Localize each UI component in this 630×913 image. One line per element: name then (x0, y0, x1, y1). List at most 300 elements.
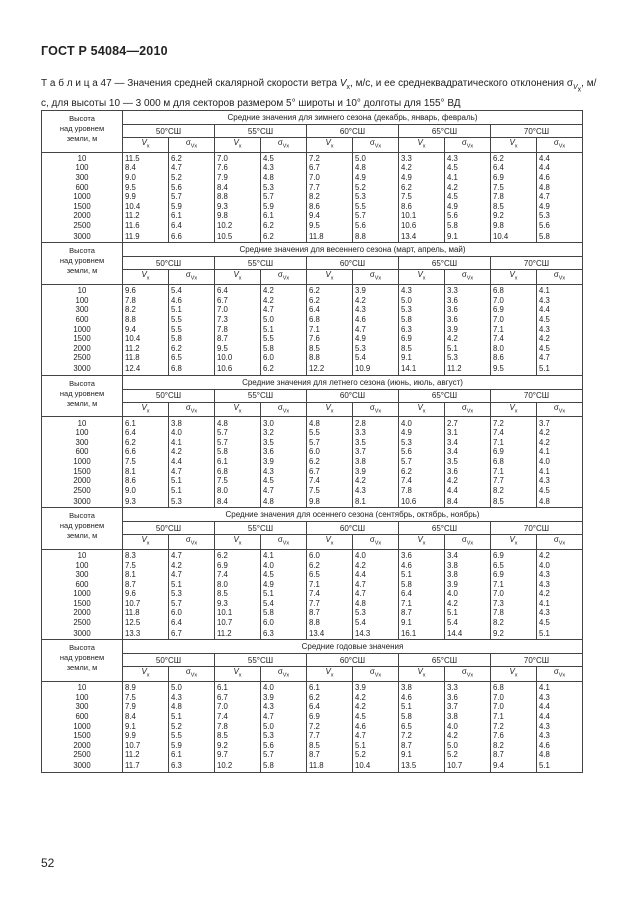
v-symbol-header: $V_x$ (123, 138, 169, 153)
v-value-cell: 8.7 (215, 334, 261, 344)
v-symbol-header: $V_x$ (215, 535, 261, 550)
v-value-cell: 13.4 (307, 627, 353, 640)
zone-header: 50°СШ (123, 522, 215, 535)
zone-header: 70°СШ (491, 522, 583, 535)
sigma-value-cell: 5.9 (169, 741, 215, 751)
sigma-value-cell: 4.0 (537, 457, 583, 467)
zone-header: 55°СШ (215, 654, 307, 667)
v-value-cell: 6.4 (491, 163, 537, 173)
sigma-value-cell: 3.5 (261, 437, 307, 447)
v-symbol-header: $V_x$ (491, 402, 537, 417)
v-value-cell: 8.2 (491, 485, 537, 495)
sigma-value-cell: 5.5 (261, 334, 307, 344)
table-row (42, 447, 583, 457)
sigma-value-cell: 4.5 (261, 570, 307, 580)
sigma-symbol-header: $\sigma_{Vx}$ (169, 667, 215, 682)
v-symbol-header: $V_x$ (491, 138, 537, 153)
sigma-value-cell: 4.3 (537, 608, 583, 618)
v-value-cell: 6.5 (307, 570, 353, 580)
height-header-line: земли, м (66, 266, 98, 276)
sigma-value-cell: 4.2 (445, 334, 491, 344)
table-row (42, 721, 583, 731)
v-value-cell: 7.8 (215, 721, 261, 731)
v-value-cell: 7.0 (307, 173, 353, 183)
sigma-value-cell: 4.8 (353, 163, 399, 173)
sigma-value-cell: 6.2 (261, 363, 307, 376)
sigma-value-cell: 4.7 (261, 485, 307, 495)
sigma-value-cell: 5.6 (169, 182, 215, 192)
table-row (42, 485, 583, 495)
v-value-cell: 11.2 (123, 344, 169, 354)
caption-text-2: , м/с, и ее среднеквадратического отклонения (350, 78, 567, 89)
sigma-value-cell: 5.5 (169, 731, 215, 741)
sigma-value-cell: 4.9 (261, 579, 307, 589)
v-value-cell: 6.2 (307, 560, 353, 570)
sigma-value-cell: 4.1 (445, 173, 491, 183)
height-cell: 3000 (42, 230, 123, 243)
height-cell: 600 (42, 447, 123, 457)
sigma-value-cell: 4.7 (169, 570, 215, 580)
v-symbol-header: $V_x$ (307, 535, 353, 550)
v-value-cell: 14.1 (399, 363, 445, 376)
table-row (42, 560, 583, 570)
v-value-cell: 9.6 (123, 284, 169, 295)
height-cell: 1500 (42, 202, 123, 212)
height-cell: 1000 (42, 192, 123, 202)
v-value-cell: 10.6 (399, 495, 445, 508)
zone-header-row (42, 522, 583, 535)
sigma-symbol-header: $\sigma_{Vx}$ (353, 138, 399, 153)
sigma-value-cell: 6.2 (169, 344, 215, 354)
sigma-value-cell: 4.2 (261, 284, 307, 295)
sigma-value-cell: 4.7 (261, 712, 307, 722)
v-value-cell: 6.3 (399, 324, 445, 334)
v-value-cell: 9.4 (307, 211, 353, 221)
sigma-value-cell: 5.7 (169, 192, 215, 202)
v-value-cell: 7.1 (307, 579, 353, 589)
section-title-row (42, 508, 583, 522)
v-value-cell: 6.7 (215, 693, 261, 703)
sigma-value-cell: 4.6 (353, 315, 399, 325)
height-cell: 300 (42, 570, 123, 580)
v-value-cell: 11.9 (123, 230, 169, 243)
v-value-cell: 6.9 (491, 549, 537, 560)
v-value-cell: 11.8 (307, 760, 353, 773)
table-row (42, 627, 583, 640)
height-cell: 2500 (42, 618, 123, 628)
caption-v-symbol: V (339, 78, 347, 89)
height-cell: 10 (42, 152, 123, 163)
v-value-cell: 8.4 (215, 182, 261, 192)
v-value-cell: 6.5 (491, 560, 537, 570)
sigma-value-cell: 5.3 (445, 353, 491, 363)
sigma-value-cell: 4.2 (537, 428, 583, 438)
sigma-value-cell: 5.1 (169, 712, 215, 722)
v-value-cell: 6.7 (307, 163, 353, 173)
v-value-cell: 6.9 (307, 712, 353, 722)
sigma-value-cell: 5.0 (169, 681, 215, 692)
v-value-cell: 12.2 (307, 363, 353, 376)
sigma-symbol-header: $\sigma_{Vx}$ (537, 667, 583, 682)
sigma-value-cell: 4.5 (261, 152, 307, 163)
v-value-cell: 6.1 (123, 417, 169, 428)
v-value-cell: 7.4 (399, 476, 445, 486)
sigma-value-cell: 5.1 (445, 344, 491, 354)
v-value-cell: 7.0 (215, 152, 261, 163)
sigma-symbol-header: $\sigma_{Vx}$ (445, 667, 491, 682)
v-value-cell: 13.4 (399, 230, 445, 243)
height-cell: 3000 (42, 627, 123, 640)
sigma-value-cell: 4.5 (261, 476, 307, 486)
sigma-value-cell: 4.3 (169, 693, 215, 703)
wind-table-container (41, 110, 582, 773)
v-value-cell: 7.7 (307, 731, 353, 741)
sigma-value-cell: 5.8 (537, 230, 583, 243)
sigma-value-cell: 4.7 (169, 549, 215, 560)
sigma-value-cell: 10.9 (353, 363, 399, 376)
height-cell: 1000 (42, 721, 123, 731)
sigma-value-cell: 5.3 (353, 344, 399, 354)
v-value-cell: 5.8 (399, 579, 445, 589)
v-symbol-header: $V_x$ (307, 402, 353, 417)
table-row (42, 693, 583, 703)
zone-header: 55°СШ (215, 125, 307, 138)
sigma-value-cell: 4.4 (445, 485, 491, 495)
caption-text-1: — Значения средней скалярной скорости ветра (111, 78, 340, 89)
sigma-value-cell: 4.3 (537, 579, 583, 589)
v-value-cell: 9.3 (123, 495, 169, 508)
v-value-cell: 8.7 (399, 741, 445, 751)
table-row (42, 599, 583, 609)
table-row (42, 417, 583, 428)
sigma-value-cell: 3.6 (445, 315, 491, 325)
v-value-cell: 8.3 (123, 549, 169, 560)
sigma-value-cell: 4.8 (537, 495, 583, 508)
height-cell: 2500 (42, 750, 123, 760)
v-value-cell: 9.8 (307, 495, 353, 508)
v-value-cell: 11.2 (123, 211, 169, 221)
sigma-value-cell: 8.1 (353, 495, 399, 508)
sigma-value-cell: 4.2 (445, 476, 491, 486)
sigma-value-cell: 6.1 (169, 750, 215, 760)
v-symbol-header: $V_x$ (123, 402, 169, 417)
v-value-cell: 5.1 (399, 702, 445, 712)
sigma-value-cell: 4.7 (169, 163, 215, 173)
v-value-cell: 9.1 (399, 353, 445, 363)
sigma-value-cell: 4.3 (537, 731, 583, 741)
sigma-value-cell: 3.9 (353, 681, 399, 692)
sigma-value-cell: 4.2 (169, 447, 215, 457)
v-value-cell: 11.8 (307, 230, 353, 243)
v-value-cell: 7.1 (491, 466, 537, 476)
sigma-value-cell: 4.4 (537, 702, 583, 712)
zone-header: 55°СШ (215, 389, 307, 402)
v-value-cell: 8.5 (215, 731, 261, 741)
height-header-cell (42, 640, 123, 682)
v-value-cell: 7.8 (215, 324, 261, 334)
sigma-value-cell: 4.2 (353, 296, 399, 306)
v-value-cell: 6.7 (215, 296, 261, 306)
sigma-value-cell: 4.5 (537, 315, 583, 325)
zone-header: 50°СШ (123, 125, 215, 138)
height-cell: 10 (42, 681, 123, 692)
sigma-value-cell: 4.5 (537, 618, 583, 628)
sigma-value-cell: 10.4 (353, 760, 399, 773)
table-row (42, 363, 583, 376)
v-value-cell: 8.5 (491, 495, 537, 508)
height-header-line: над уровнем (59, 653, 105, 663)
v-value-cell: 8.4 (123, 712, 169, 722)
v-value-cell: 7.5 (123, 457, 169, 467)
sigma-value-cell: 5.5 (169, 324, 215, 334)
sigma-value-cell: 2.8 (353, 417, 399, 428)
zone-header: 60°СШ (307, 257, 399, 270)
sigma-value-cell: 5.8 (261, 608, 307, 618)
zone-header: 50°СШ (123, 654, 215, 667)
v-value-cell: 8.9 (123, 681, 169, 692)
v-value-cell: 8.5 (307, 741, 353, 751)
sigma-value-cell: 3.5 (353, 437, 399, 447)
height-header-cell (42, 375, 123, 417)
height-cell: 2000 (42, 476, 123, 486)
height-cell: 300 (42, 305, 123, 315)
height-cell: 3000 (42, 760, 123, 773)
sigma-value-cell: 5.0 (261, 721, 307, 731)
v-value-cell: 8.2 (123, 305, 169, 315)
sigma-value-cell: 4.5 (537, 344, 583, 354)
symbol-header-row (42, 402, 583, 417)
v-value-cell: 7.5 (491, 182, 537, 192)
sigma-value-cell: 6.2 (169, 152, 215, 163)
zone-header-row (42, 125, 583, 138)
sigma-value-cell: 6.0 (261, 618, 307, 628)
section-title-row (42, 111, 583, 125)
v-value-cell: 7.5 (307, 485, 353, 495)
v-value-cell: 3.3 (399, 152, 445, 163)
sigma-value-cell: 3.4 (445, 437, 491, 447)
sigma-value-cell: 5.8 (261, 344, 307, 354)
height-cell: 2500 (42, 221, 123, 231)
sigma-value-cell: 5.1 (169, 305, 215, 315)
height-cell: 1500 (42, 334, 123, 344)
v-value-cell: 7.0 (491, 693, 537, 703)
v-value-cell: 8.2 (491, 741, 537, 751)
table-row (42, 437, 583, 447)
sigma-value-cell: 3.9 (261, 457, 307, 467)
section-title-row (42, 243, 583, 257)
v-value-cell: 8.6 (399, 202, 445, 212)
v-value-cell: 5.8 (399, 712, 445, 722)
table-row (42, 344, 583, 354)
sigma-value-cell: 5.0 (353, 152, 399, 163)
sigma-value-cell: 5.8 (261, 760, 307, 773)
sigma-value-cell: 4.0 (353, 549, 399, 560)
sigma-value-cell: 4.9 (353, 334, 399, 344)
sigma-value-cell: 3.8 (445, 560, 491, 570)
table-caption (41, 77, 597, 111)
sigma-value-cell: 4.3 (537, 324, 583, 334)
sigma-value-cell: 4.9 (445, 202, 491, 212)
height-cell: 2000 (42, 344, 123, 354)
v-value-cell: 13.5 (399, 760, 445, 773)
sigma-value-cell: 4.0 (537, 560, 583, 570)
v-value-cell: 6.9 (491, 305, 537, 315)
sigma-value-cell: 3.7 (445, 702, 491, 712)
sigma-value-cell: 8.8 (353, 230, 399, 243)
table-row (42, 741, 583, 751)
sigma-value-cell: 5.8 (169, 334, 215, 344)
zone-header: 70°СШ (491, 389, 583, 402)
sigma-value-cell: 4.6 (169, 296, 215, 306)
v-value-cell: 10.7 (123, 741, 169, 751)
height-cell: 600 (42, 712, 123, 722)
sigma-value-cell: 5.3 (261, 182, 307, 192)
sigma-value-cell: 4.5 (445, 192, 491, 202)
v-value-cell: 6.9 (491, 173, 537, 183)
height-header-cell (42, 111, 123, 153)
v-symbol-header: $V_x$ (307, 138, 353, 153)
v-value-cell: 8.0 (215, 485, 261, 495)
height-cell: 300 (42, 437, 123, 447)
sigma-value-cell: 5.9 (169, 202, 215, 212)
sigma-value-cell: 4.9 (537, 202, 583, 212)
sigma-symbol-header: $\sigma_{Vx}$ (169, 138, 215, 153)
table-row (42, 428, 583, 438)
v-value-cell: 8.0 (491, 344, 537, 354)
sigma-value-cell: 9.1 (445, 230, 491, 243)
height-header-line: над уровнем (59, 388, 105, 398)
sigma-value-cell: 4.7 (169, 466, 215, 476)
v-symbol-header: $V_x$ (307, 667, 353, 682)
v-symbol-header: $V_x$ (491, 667, 537, 682)
v-value-cell: 7.5 (215, 476, 261, 486)
sigma-value-cell: 4.1 (537, 284, 583, 295)
table-row (42, 152, 583, 163)
v-value-cell: 12.5 (123, 618, 169, 628)
v-value-cell: 8.8 (215, 192, 261, 202)
sigma-value-cell: 4.2 (445, 731, 491, 741)
v-value-cell: 7.9 (123, 702, 169, 712)
v-value-cell: 11.8 (123, 353, 169, 363)
height-cell: 2500 (42, 485, 123, 495)
v-value-cell: 13.3 (123, 627, 169, 640)
sigma-value-cell: 3.8 (169, 417, 215, 428)
v-value-cell: 9.8 (215, 211, 261, 221)
table-row (42, 192, 583, 202)
sigma-value-cell: 5.8 (445, 221, 491, 231)
sigma-value-cell: 4.1 (537, 599, 583, 609)
height-cell: 100 (42, 428, 123, 438)
table-row (42, 608, 583, 618)
sigma-value-cell: 4.7 (353, 731, 399, 741)
v-value-cell: 11.6 (123, 221, 169, 231)
sigma-value-cell: 6.2 (261, 230, 307, 243)
height-header-line: Высота (69, 643, 95, 653)
sigma-value-cell: 3.4 (445, 447, 491, 457)
height-header-line: земли, м (66, 663, 98, 673)
sigma-value-cell: 4.3 (537, 570, 583, 580)
sigma-value-cell: 4.7 (353, 589, 399, 599)
v-symbol-header: $V_x$ (123, 270, 169, 285)
v-value-cell: 7.2 (491, 721, 537, 731)
v-value-cell: 5.1 (399, 570, 445, 580)
height-header-line: Высота (69, 378, 95, 388)
v-value-cell: 7.2 (491, 417, 537, 428)
v-value-cell: 9.6 (123, 589, 169, 599)
v-value-cell: 7.1 (491, 579, 537, 589)
v-value-cell: 9.2 (491, 211, 537, 221)
sigma-value-cell: 5.1 (353, 741, 399, 751)
v-value-cell: 8.4 (215, 495, 261, 508)
v-value-cell: 8.7 (399, 608, 445, 618)
zone-header: 55°СШ (215, 257, 307, 270)
sigma-value-cell: 5.1 (169, 476, 215, 486)
sigma-value-cell: 3.9 (353, 284, 399, 295)
height-cell: 10 (42, 284, 123, 295)
sigma-value-cell: 4.3 (261, 163, 307, 173)
v-symbol-header: $V_x$ (399, 667, 445, 682)
v-value-cell: 6.2 (307, 284, 353, 295)
sigma-value-cell: 4.3 (537, 296, 583, 306)
sigma-value-cell: 4.7 (537, 192, 583, 202)
table-row (42, 466, 583, 476)
sigma-symbol-header: $\sigma_{Vx}$ (169, 270, 215, 285)
v-value-cell: 6.6 (123, 447, 169, 457)
v-value-cell: 6.4 (399, 589, 445, 599)
v-value-cell: 7.2 (399, 731, 445, 741)
table-row (42, 589, 583, 599)
sigma-value-cell: 5.6 (261, 741, 307, 751)
v-value-cell: 11.8 (123, 608, 169, 618)
height-cell: 1000 (42, 589, 123, 599)
v-symbol-header: $V_x$ (399, 138, 445, 153)
v-value-cell: 9.8 (491, 221, 537, 231)
sigma-value-cell: 5.1 (261, 589, 307, 599)
sigma-value-cell: 4.0 (261, 560, 307, 570)
caption-v-sub: x (346, 84, 351, 91)
v-value-cell: 8.7 (307, 608, 353, 618)
table-row (42, 334, 583, 344)
v-value-cell: 10.7 (123, 599, 169, 609)
v-value-cell: 7.4 (215, 570, 261, 580)
sigma-value-cell: 3.6 (445, 466, 491, 476)
sigma-value-cell: 4.3 (353, 305, 399, 315)
v-value-cell: 6.2 (491, 152, 537, 163)
v-value-cell: 6.9 (491, 447, 537, 457)
v-symbol-header: $V_x$ (215, 667, 261, 682)
height-cell: 600 (42, 579, 123, 589)
section-title: Средние годовые значения (123, 640, 583, 654)
sigma-value-cell: 3.6 (445, 693, 491, 703)
sigma-value-cell: 3.3 (353, 428, 399, 438)
section-title-row (42, 375, 583, 389)
table-row (42, 731, 583, 741)
sigma-value-cell: 4.3 (537, 476, 583, 486)
table-row (42, 324, 583, 334)
v-value-cell: 7.1 (307, 324, 353, 334)
sigma-value-cell: 4.4 (169, 457, 215, 467)
v-value-cell: 7.1 (399, 599, 445, 609)
v-value-cell: 4.6 (399, 693, 445, 703)
table-row (42, 163, 583, 173)
table-row (42, 202, 583, 212)
v-value-cell: 7.0 (491, 589, 537, 599)
v-value-cell: 7.0 (215, 702, 261, 712)
height-cell: 1500 (42, 466, 123, 476)
v-value-cell: 9.7 (215, 750, 261, 760)
sigma-value-cell: 3.6 (261, 447, 307, 457)
v-value-cell: 8.8 (307, 353, 353, 363)
